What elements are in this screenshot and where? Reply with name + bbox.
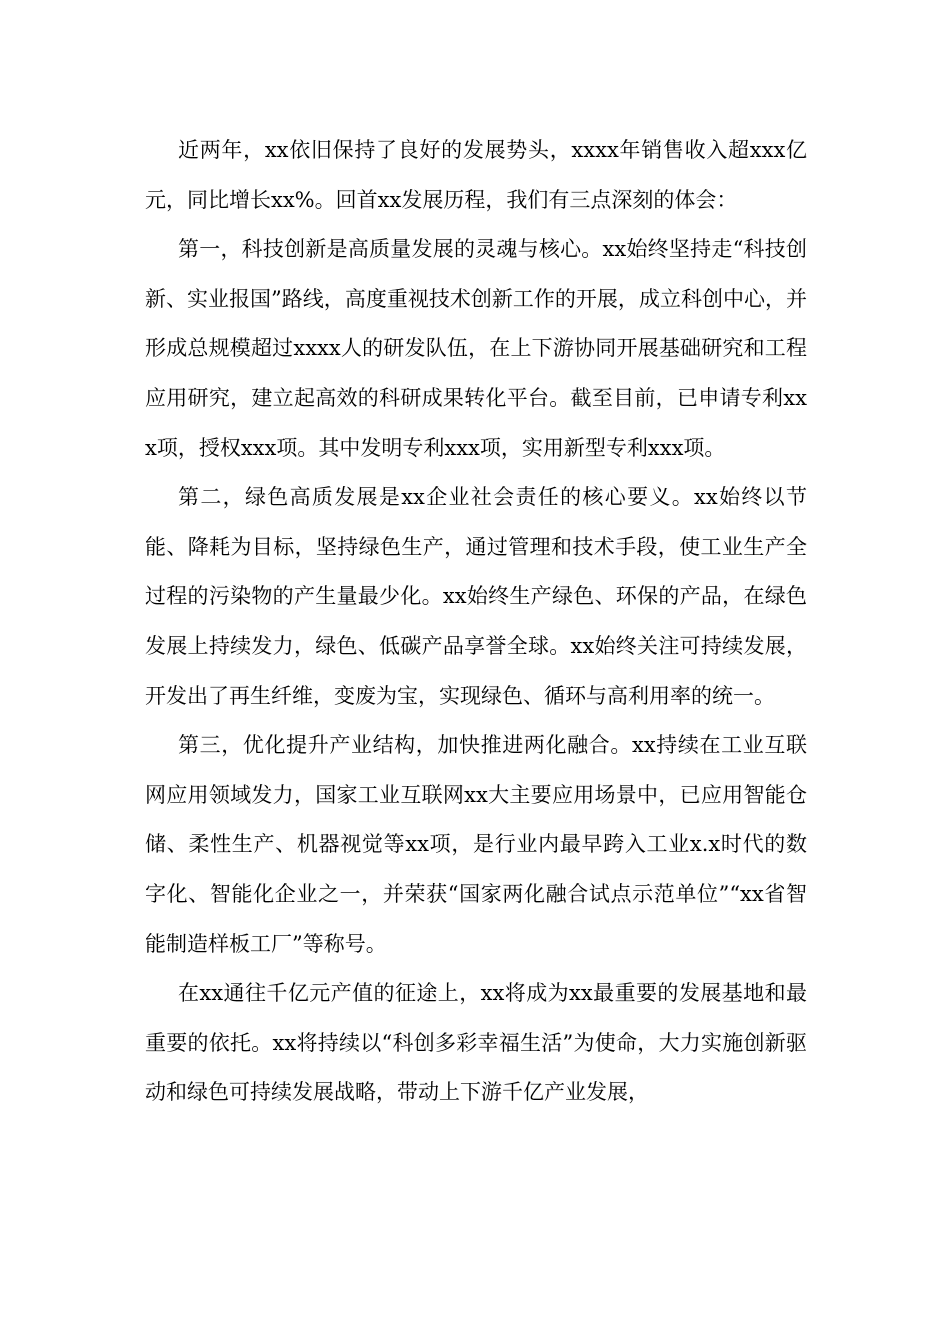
paragraph-first-point: 第一，科技创新是高质量发展的灵魂与核心。xx始终坚持走“科技创新、实业报国”路线，高度重视技术创新工作的开展，成立科创中心，并形成总规模超过xxxx人的研发队伍，在上下游协同开展基础研究和工程应用研究，建立起高效的科研成果转化平台。截至目前，已申请专利xxx项，授权xxx项。其中发明专利xxx项，实用新型专利xxx项。 xyxy=(145,237,807,460)
paragraph-second-point: 第二，绿色高质发展是xx企业社会责任的核心要义。xx始终以节能、降耗为目标，坚持绿色生产，通过管理和技术手段，使工业生产全过程的污染物的产生量最少化。xx始终生产绿色、环保的产品，在绿色发展上持续发力，绿色、低碳产品享誉全球。xx始终关注可持续发展，开发出了再生纤维，变废为宝，实现绿色、循环与高利用率的统一。 xyxy=(145,485,807,708)
paragraph-outlook: 在xx通往千亿元产值的征途上，xx将成为xx最重要的发展基地和最重要的依托。xx将持续以“科创多彩幸福生活”为使命，大力实施创新驱动和绿色可持续发展战略，带动上下游千亿产业发展， xyxy=(145,981,807,1105)
document-body xyxy=(145,126,807,1118)
paragraph-third-point: 第三，优化提升产业结构，加快推进两化融合。xx持续在工业互联网应用领域发力，国家工业互联网xx大主要应用场景中，已应用智能仓储、柔性生产、机器视觉等xx项，是行业内最早跨入工业x.x时代的数字化、智能化企业之一，并荣获“国家两化融合试点示范单位”“xx省智能制造样板工厂”等称号。 xyxy=(145,733,807,956)
paragraph-intro: 近两年，xx依旧保持了良好的发展势头，xxxx年销售收入超xxx亿元，同比增长xx%。回首xx发展历程，我们有三点深刻的体会： xyxy=(145,138,807,212)
